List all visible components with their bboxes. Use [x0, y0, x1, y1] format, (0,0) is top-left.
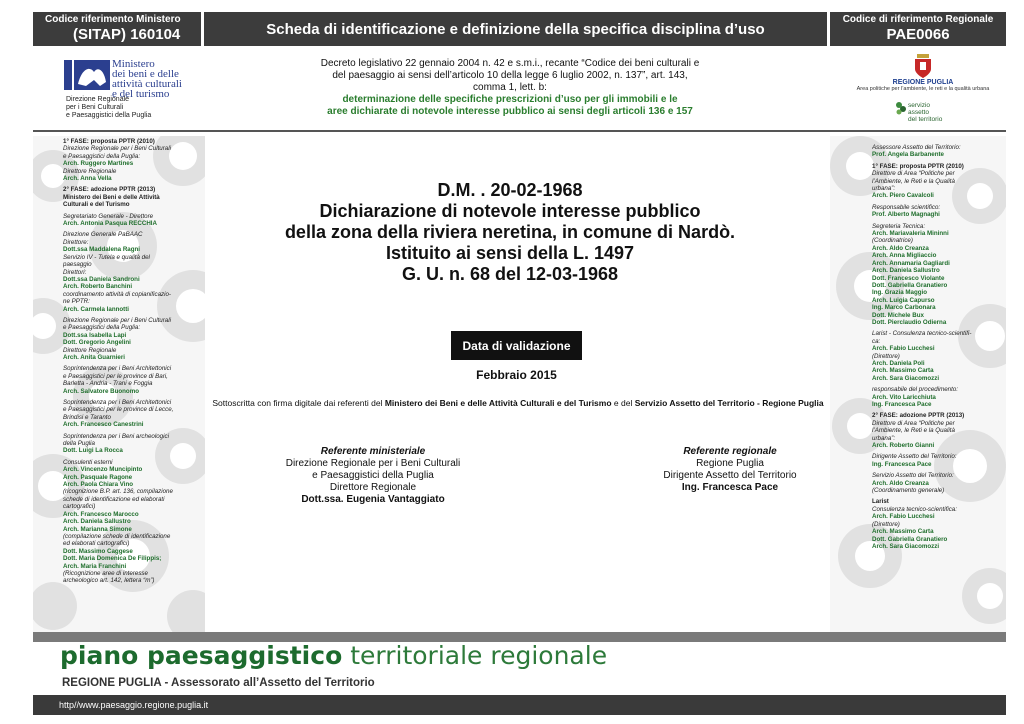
credit-name: Arch. Piero Cavalcoli: [872, 192, 934, 200]
credit-name: Arch. Sara Giacomozzi: [872, 374, 940, 382]
credit-name: Dott.ssa Daniela Sandroni: [63, 275, 140, 283]
credit-block: [63, 138, 203, 182]
credit-role: l’Ambiente, le Reti e la Qualità: [872, 177, 955, 185]
credit-block: [872, 163, 1000, 200]
credit-name: Dott. Massimo Caggese: [63, 547, 133, 555]
credit-heading: 2° FASE: adozione PPTR (2013): [63, 186, 156, 194]
ministry-direction-line: e Paesaggistici della Puglia: [66, 112, 152, 119]
ministry-logo-line: attività culturali: [112, 78, 182, 90]
validation-label: Data di validazione: [451, 331, 582, 360]
credit-block: [63, 459, 203, 585]
signature-statement: [206, 398, 830, 408]
credit-role: ca:: [872, 337, 881, 345]
signature-prefix: Sottoscritta con firma digitale dai referenti del: [212, 398, 385, 408]
credit-name: Arch. Fabio Lucchesi: [872, 513, 935, 521]
credit-name: Arch. Fabio Lucchesi: [872, 345, 935, 353]
ministry-referent-heading: Referente ministeriale: [320, 446, 426, 457]
credit-block: [63, 317, 203, 361]
credit-role: Consulenza tecnico-scientifica:: [872, 505, 957, 513]
credit-role: (compilazione schede di identificazione: [63, 532, 171, 540]
credit-block: [63, 433, 203, 455]
credit-role: Direttori:: [63, 268, 87, 276]
credit-name: Ing. Marco Carbonara: [872, 304, 936, 312]
credit-role: Assessore Assetto del Territorio:: [872, 144, 961, 151]
credit-role: schede di identificazione ed elaborati: [63, 495, 165, 503]
credit-role: (Direttore): [872, 352, 900, 360]
credit-role: urbana”:: [872, 185, 896, 193]
plan-brand-bold: piano paesaggistico: [60, 641, 343, 670]
ministry-referent-line: Direzione Regionale per i Beni Culturali: [285, 458, 461, 469]
ministry-referent-line: e Paesaggistici della Puglia: [312, 470, 434, 481]
decree-line: comma 1, lett. b:: [473, 82, 547, 93]
credit-name: Arch. Salvatore Buonomo: [63, 387, 139, 395]
ministry-code-value: (SITAP) 160104: [73, 26, 181, 43]
credit-role: della Puglia: [63, 440, 95, 448]
credit-name: Arch. Pasquale Ragone: [63, 473, 133, 481]
credit-role: (Ricognizione aree di interesse: [63, 569, 148, 577]
validation-date: Febbraio 2015: [476, 368, 557, 382]
credit-role: urbana”:: [872, 434, 896, 442]
signature-service: Servizio Assetto del Territorio - Regione Puglia: [634, 398, 824, 408]
credit-name: Arch. Daniela Sallustro: [63, 518, 131, 526]
credit-name: Arch. Anna Migliaccio: [872, 252, 937, 260]
credit-role: Consulenti esterni: [63, 458, 113, 466]
credit-heading: Ministero dei Beni e delle Attività: [63, 193, 160, 201]
credit-role: Barletta - Andria - Trani e Foggia: [63, 380, 153, 388]
credit-role: Direttore:: [63, 238, 89, 246]
credit-name: Prof. Alberto Magnaghi: [872, 211, 940, 219]
credit-name: Dott. Gabriella Granatiero: [872, 535, 948, 543]
decree-purpose-line: determinazione delle specifiche prescrizioni d’uso per gli immobili e le: [342, 94, 678, 105]
signature-ministry: Ministero dei Beni e delle Attività Culturali e del Turismo: [384, 398, 612, 408]
credit-role: Dirigente Assetto del Territorio:: [872, 453, 957, 461]
credit-role: Servizio IV - Tutela e qualità del: [63, 253, 150, 261]
credit-role: Direttore di Area “Politiche per: [872, 170, 955, 178]
region-logo: [848, 54, 998, 129]
region-code-label: Codice di riferimento Regionale: [842, 14, 994, 25]
credit-name: Arch. Francesco Marocco: [63, 510, 139, 518]
credit-block: [63, 399, 203, 429]
credit-name: Arch. Anita Guarnieri: [63, 353, 126, 361]
credit-block: [63, 365, 203, 395]
credit-role: e Paesaggistici della Puglia:: [63, 324, 141, 332]
credit-role: Soprintendenza per i Beni Architettonici: [63, 365, 172, 373]
credit-role: ne PPTR:: [63, 298, 90, 306]
decree-title-line: Istituito ai sensi della L. 1497: [385, 243, 635, 263]
ministry-logo-line: dei beni e delle: [112, 68, 179, 80]
credit-role: (ricognizione B.P. art. 136, compilazione: [63, 488, 173, 496]
signature-middle: e del: [611, 398, 635, 408]
credit-name: Arch. Vincenzo Muncipinto: [63, 466, 143, 474]
plan-brand: [60, 641, 607, 670]
credit-name: Arch. Ruggero Martines: [63, 160, 134, 168]
region-referent-line: Regione Puglia: [696, 458, 764, 469]
credit-heading: 1° FASE: proposta PPTR (2010): [872, 162, 964, 170]
credit-name: Arch. Mariavaleria Mininni: [872, 230, 949, 238]
credit-block: [872, 386, 1000, 408]
credit-block: [63, 186, 203, 208]
credit-block: [63, 213, 203, 228]
region-service-line: servizio: [908, 102, 931, 109]
credit-name: Arch. Massimo Carta: [872, 367, 934, 375]
credit-name: Dott. Francesco Violante: [872, 274, 945, 282]
credit-name: Arch. Francesco Canestrini: [63, 421, 144, 429]
credit-heading: Larist: [872, 498, 889, 506]
credit-role: Responsabile scientifico:: [872, 203, 941, 211]
ministry-logo-line: Ministero: [112, 58, 155, 70]
credit-role: e Paesaggistici per le province di Lecce,: [63, 406, 174, 414]
credit-name: Dott. Maria Domenica De Filippis;: [63, 555, 162, 563]
region-code-value: PAE0066: [886, 26, 950, 43]
credit-name: Arch. Paola Chiara Vino: [63, 481, 134, 489]
credit-role: archeologico art. 142, lettera “m”): [63, 577, 155, 585]
credit-name: Arch. Aldo Creanza: [872, 479, 929, 487]
credit-role: Servizio Assetto del Territorio:: [872, 472, 954, 480]
credit-name: Ing. Grazia Maggio: [872, 289, 928, 297]
credit-name: Ing. Francesca Pace: [872, 460, 932, 468]
credit-name: Arch. Antonia Pasqua RECCHIA: [63, 220, 157, 228]
credit-name: Arch. Sara Giacomozzi: [872, 542, 940, 550]
document-title: Scheda di identificazione e definizione della specifica disciplina d’uso: [266, 20, 765, 38]
region-referent: [630, 446, 830, 494]
credit-role: l’Ambiente, le Reti e la Qualità: [872, 427, 955, 435]
region-service-line: assetto: [908, 109, 929, 116]
region-crest-icon: [914, 54, 932, 78]
ministry-code-label: Codice riferimento Ministero: [45, 14, 181, 25]
ministry-referent: [258, 446, 488, 506]
credit-role: Direzione Regionale per i Beni Culturali: [63, 316, 171, 324]
credit-name: Arch. Aldo Creanza: [872, 244, 929, 252]
region-name: REGIONE PUGLIA: [892, 79, 954, 86]
credit-name: Dott.ssa Maddalena Ragni: [63, 246, 141, 254]
left-credits: [63, 138, 203, 589]
credit-role: (Direttore): [872, 520, 900, 528]
credit-role: (Coordinamento generale): [872, 487, 945, 495]
credit-role: e Paesaggistici per le province di Bari,: [63, 372, 168, 380]
credit-name: Dott. Luigi La Rocca: [63, 447, 123, 455]
decree-title-line: D.M. . 20-02-1968: [437, 180, 583, 200]
ministry-direction-line: per i Beni Culturali: [66, 104, 124, 111]
decree-title-line: G. U. n. 68 del 12-03-1968: [401, 264, 619, 284]
credit-heading: 2° FASE: adozione PPTR (2013): [872, 412, 965, 420]
ministry-referent-name: Dott.ssa. Eugenia Vantaggiato: [301, 494, 445, 505]
credit-role: Direttore Regionale: [63, 346, 117, 354]
credit-block: [872, 472, 1000, 494]
credit-role: paesaggio: [63, 261, 92, 269]
credit-block: [872, 453, 1000, 468]
credit-block: [872, 498, 1000, 550]
ministry-emblem-icon: [64, 58, 110, 92]
credit-name: Dott. Pierclaudio Odierna: [872, 318, 947, 326]
plan-brand-rest: territoriale regionale: [342, 641, 608, 670]
credit-name: Dott. Michele Bux: [872, 311, 924, 319]
ministry-logo-line: e del turismo: [112, 88, 170, 100]
ministry-direction: [66, 96, 151, 120]
credit-name: Dott. Gabriella Granatiero: [872, 281, 948, 289]
right-credits: [872, 144, 1000, 554]
header-separator: [33, 130, 1006, 132]
decree-line: del paesaggio ai sensi dell’articolo 10 della legge 6 luglio 2002, n. 137”, art. 143,: [332, 70, 688, 81]
credit-role: Soprintendenza per i Beni Architettonici: [63, 399, 172, 406]
region-referent-heading: Referente regionale: [683, 446, 777, 457]
credit-block: [872, 330, 1000, 382]
credit-role: responsabile del procedimento:: [872, 386, 958, 394]
credit-role: Soprintendenza per i Beni archeologici: [63, 432, 169, 440]
credit-role: Segretariato Generale - Direttore: [63, 212, 154, 220]
region-area: Area politiche per l’ambiente, le reti e la qualità urbana: [856, 86, 990, 92]
ministry-code-box: [33, 12, 201, 46]
credit-name: Arch. Annamaria Gagliardi: [872, 259, 950, 267]
credit-role: Larist - Consulenza tecnico-scientifi-: [872, 330, 972, 338]
credit-name: Arch. Daniela Poli: [872, 359, 925, 367]
decree-title-line: Dichiarazione di notevole interesse pubblico: [319, 201, 701, 221]
region-service: [908, 102, 942, 123]
credit-role: (Coordinatrice): [872, 237, 913, 245]
credit-name: Arch. Marianna Simone: [63, 525, 132, 533]
credit-name: Dott.ssa Isabella Lapi: [63, 331, 127, 339]
right-credits-panel: [830, 136, 1006, 632]
credit-block: [872, 412, 1000, 449]
credit-name: Prof. Angela Barbanente: [872, 151, 944, 159]
ministry-referent-line: Direttore Regionale: [329, 482, 417, 493]
credit-role: e Paesaggistici della Puglia:: [63, 152, 141, 160]
decree-purpose-line: aree dichiarate di notevole interesse pubblico ai sensi degli articoli 136 e 157: [327, 106, 693, 117]
left-credits-panel: [33, 136, 205, 632]
credit-name: Arch. Maria Franchini: [63, 562, 127, 570]
website-link[interactable]: http//www.paesaggio.regione.puglia.it: [59, 700, 209, 710]
footer-subtitle: REGIONE PUGLIA - Assessorato all’Assetto del Territorio: [62, 677, 375, 689]
credit-name: Arch. Vito Laricchiuta: [872, 393, 936, 401]
ministry-direction-line: Direzione Regionale: [66, 96, 130, 103]
credit-name: Arch. Anna Vella: [63, 175, 112, 183]
credit-name: Arch. Roberto Banchini: [63, 283, 133, 291]
credit-name: Arch. Carmela Iannotti: [63, 305, 130, 313]
decree-line: Decreto legislativo 22 gennaio 2004 n. 42 e s.m.i., recante “Codice dei beni culturali e: [320, 58, 700, 69]
credit-block: [872, 204, 1000, 219]
region-service-line: del territorio: [908, 116, 943, 123]
document-title-box: [204, 12, 827, 46]
decree-title-line: della zona della riviera neretina, in comune di Nardò.: [284, 222, 736, 242]
credit-block: [63, 231, 203, 312]
credit-name: Arch. Massimo Carta: [872, 528, 934, 536]
service-leaf-icon: [895, 101, 907, 115]
credit-role: cartografici): [63, 503, 96, 511]
decree-text: [250, 58, 770, 118]
credit-role: Segreteria Tecnica:: [872, 222, 926, 230]
credit-role: Direzione Regionale per i Beni Culturali: [63, 145, 171, 153]
footer-url-bar: [33, 695, 1006, 715]
ministry-logo-text: [112, 59, 182, 99]
region-referent-line: Dirigente Assetto del Territorio: [663, 470, 797, 481]
credit-name: Ing. Francesca Pace: [872, 401, 932, 408]
credit-role: ed elaborati cartografici): [63, 540, 130, 548]
region-code-box: [830, 12, 1006, 46]
credit-role: coordinamento attività di copianificazio-: [63, 290, 171, 298]
region-referent-name: Ing. Francesca Pace: [681, 482, 779, 493]
credit-block: [872, 144, 1000, 159]
credit-role: Brindisi e Taranto: [63, 413, 111, 421]
credit-heading: 1° FASE: proposta PPTR (2010): [63, 138, 155, 145]
credit-heading: Culturali e del Turismo: [63, 201, 130, 209]
credit-name: Arch. Daniela Sallustro: [872, 267, 940, 275]
credit-name: Dott. Gregorio Angelini: [63, 339, 131, 347]
ministry-logo: [64, 58, 204, 122]
credit-name: Arch. Roberto Gianni: [872, 442, 935, 450]
credit-role: Direttore Regionale: [63, 167, 117, 175]
credit-block: [872, 223, 1000, 327]
decree-title: [230, 180, 790, 285]
credit-name: Arch. Luigia Capurso: [872, 296, 935, 304]
credit-role: Direzione Generale PaBAAC: [63, 231, 143, 239]
header-bar: [33, 12, 1006, 46]
credit-role: Direttore di Area “Politiche per: [872, 419, 955, 427]
